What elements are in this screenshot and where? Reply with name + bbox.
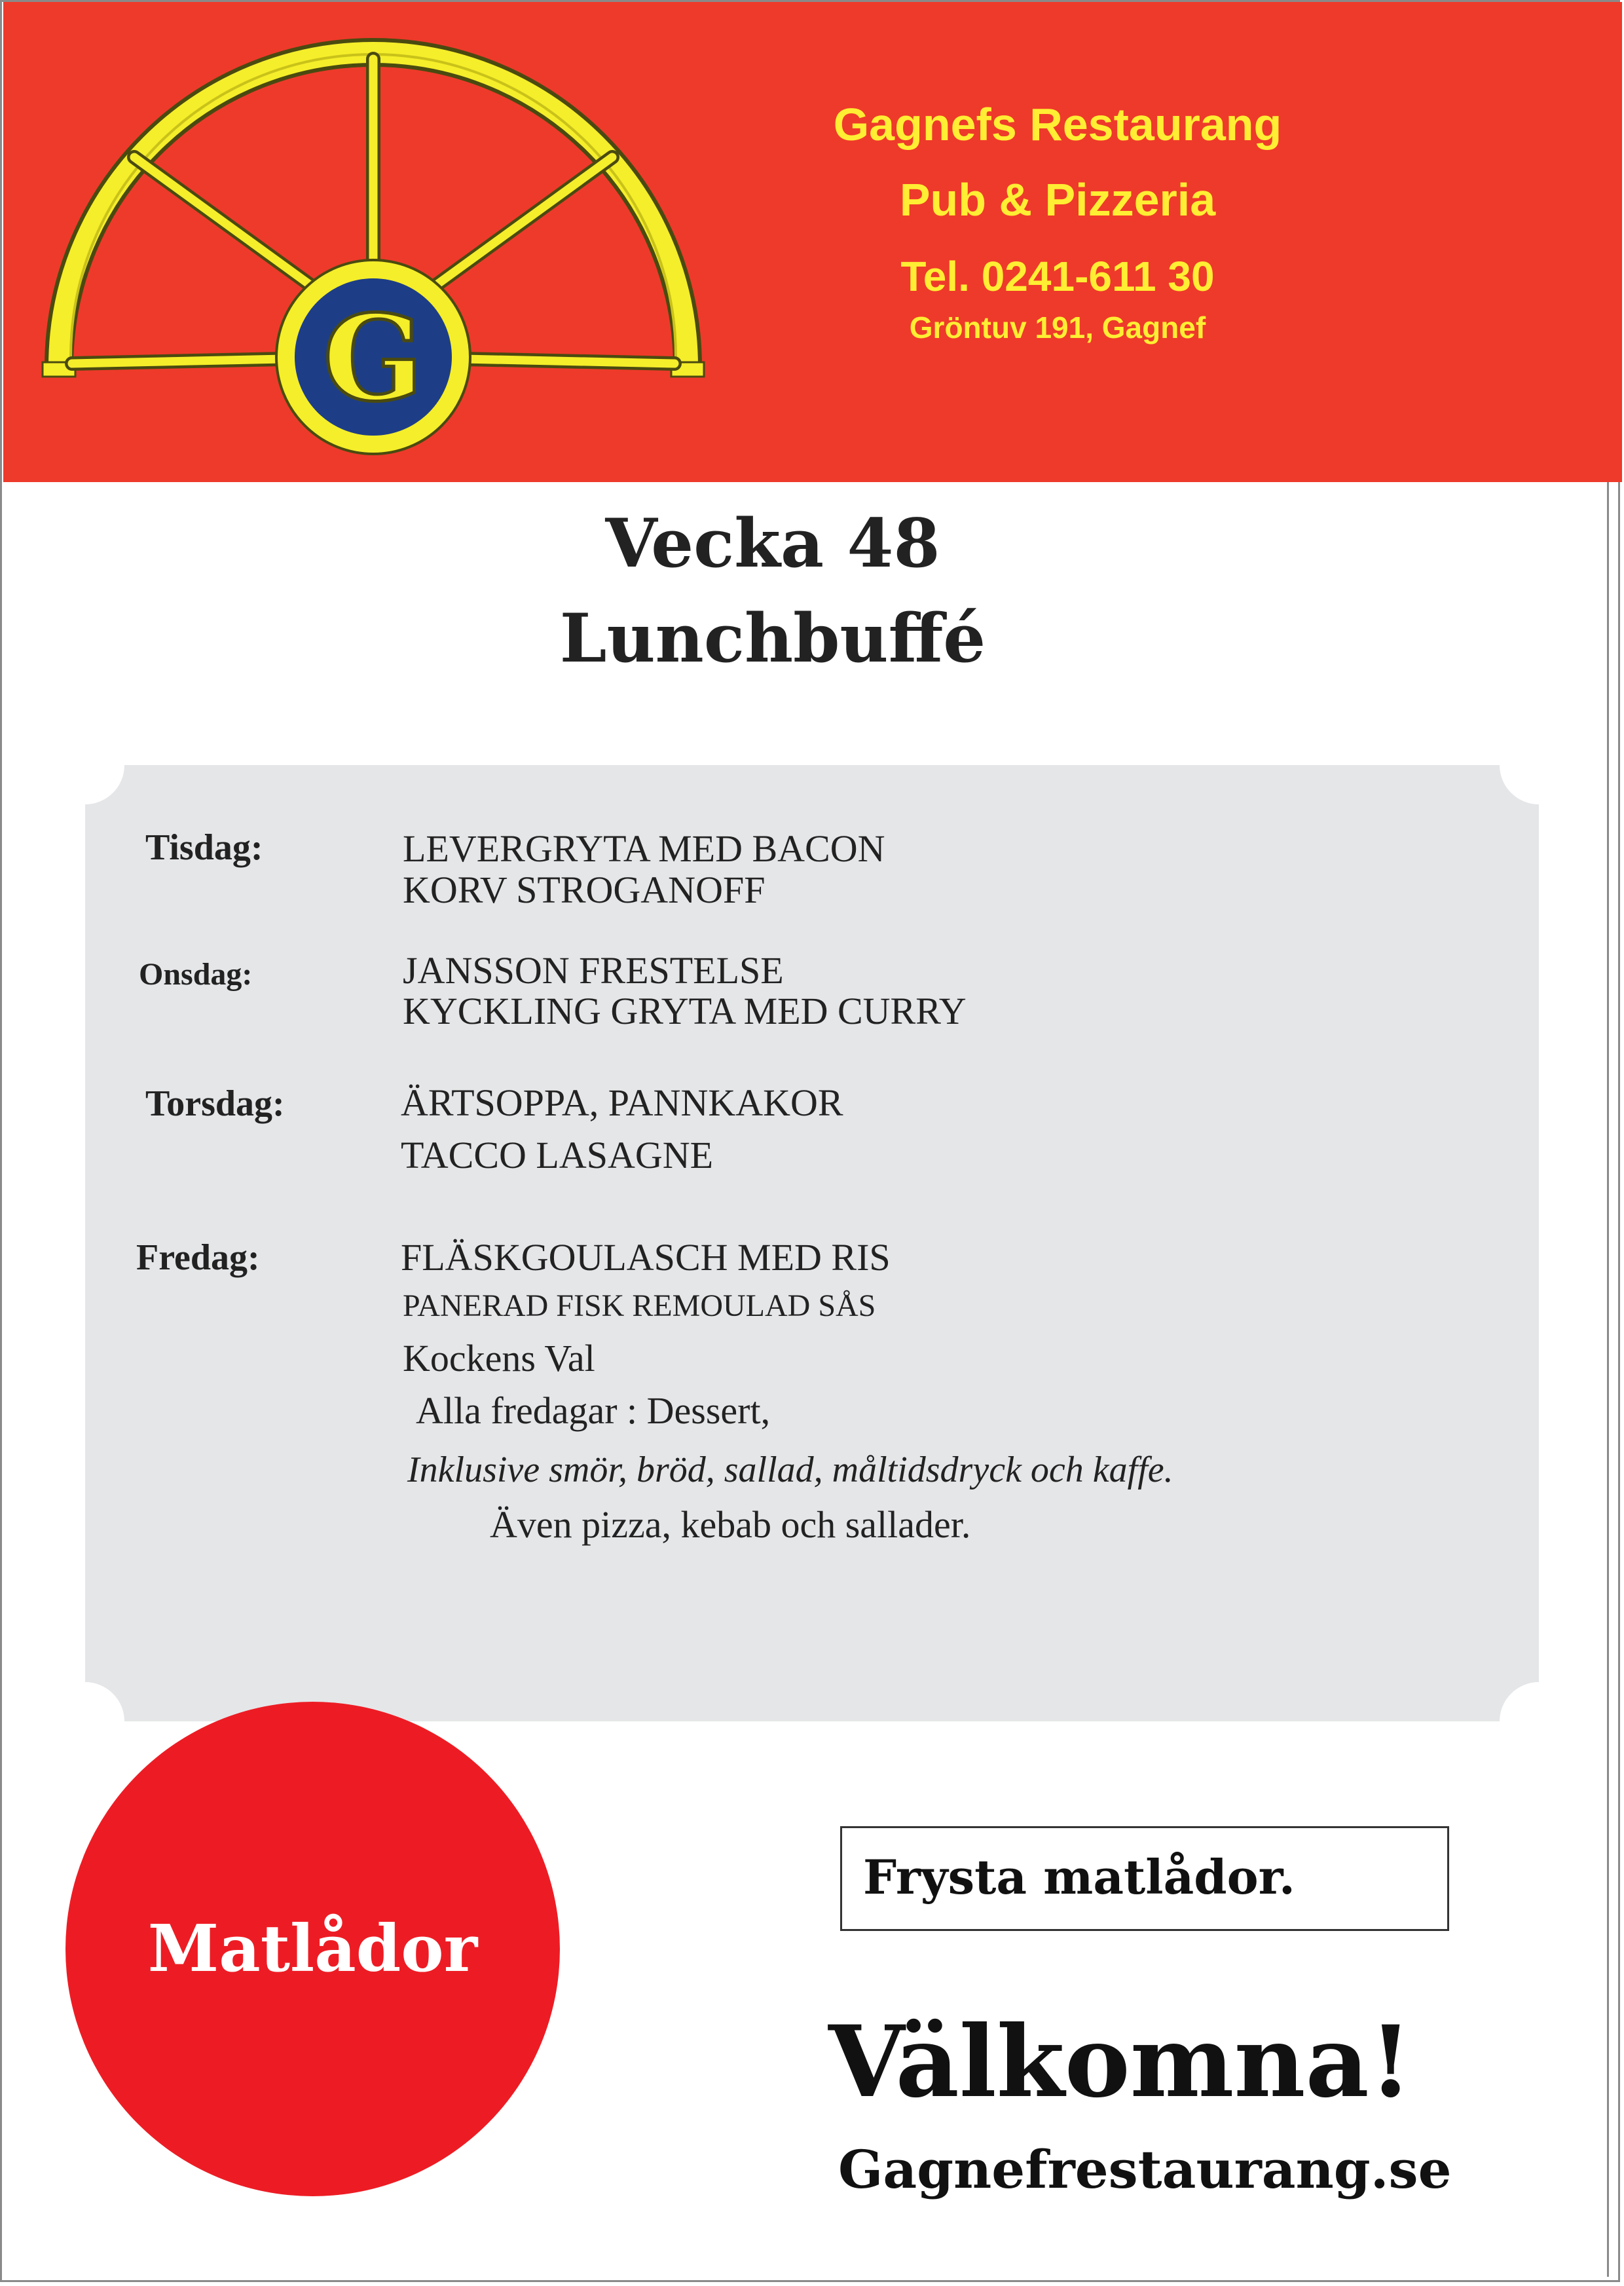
matlador-label: Matlådor	[147, 1911, 478, 1987]
dish-onsdag-1: JANSSON FRESTELSE	[403, 949, 784, 992]
day-torsdag: Torsdag:	[145, 1083, 285, 1124]
frozen-meals-box: Frysta matlådor.	[840, 1826, 1449, 1931]
restaurant-phone: Tel. 0241-611 30	[900, 253, 1215, 300]
day-fredag: Fredag:	[136, 1237, 260, 1278]
included-note: Inklusive smör, bröd, sallad, måltidsdryck och kaffe.	[407, 1450, 1173, 1490]
dish-onsdag-2: KYCKLING GRYTA MED CURRY	[403, 990, 967, 1032]
restaurant-name: Gagnefs Restaurang	[833, 99, 1282, 150]
wagon-wheel-logo	[13, 16, 733, 462]
day-tisdag: Tisdag:	[145, 827, 263, 868]
restaurant-address: Gröntuv 191, Gagnef	[909, 310, 1206, 345]
dish-tisdag-1: LEVERGRYTA MED BACON	[403, 827, 885, 870]
website-text: Gagnefrestaurang.se	[838, 2139, 1452, 2200]
week-title: Vecka 48	[605, 504, 940, 583]
g-medallion-icon	[276, 260, 470, 454]
dish-torsdag-1: ÄRTSOPPA, PANNKAKOR	[401, 1081, 843, 1124]
restaurant-subtitle: Pub & Pizzeria	[899, 174, 1216, 225]
dish-fredag-2: PANERAD FISK REMOULAD SÅS	[403, 1288, 876, 1323]
dish-fredag-1: FLÄSKGOULASCH MED RIS	[401, 1236, 891, 1279]
matlador-badge	[65, 1702, 560, 2196]
dish-tisdag-2: KORV STROGANOFF	[403, 869, 766, 911]
friday-dessert-note: Alla fredagar : Dessert,	[416, 1389, 771, 1432]
day-onsdag: Onsdag:	[139, 957, 253, 992]
welcome-text: Välkomna!	[828, 2004, 1412, 2120]
right-edge-line	[1607, 482, 1609, 2277]
logo-letter: G	[323, 290, 424, 428]
dish-fredag-3: Kockens Val	[403, 1337, 595, 1379]
dish-torsdag-2: TACCO LASAGNE	[401, 1134, 714, 1176]
page-title: Lunchbuffé	[559, 599, 986, 678]
also-note: Även pizza, kebab och sallader.	[490, 1503, 971, 1546]
